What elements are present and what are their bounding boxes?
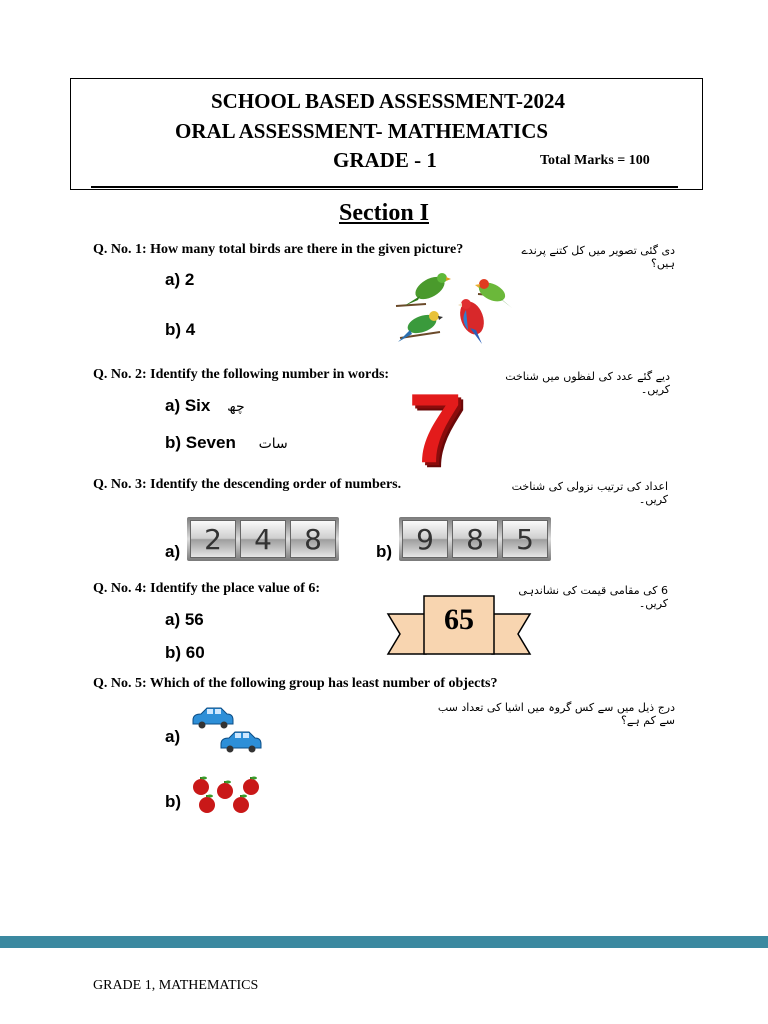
digit-tile: 8 bbox=[290, 520, 336, 558]
q3-option-a-tiles bbox=[187, 517, 339, 561]
footer-text: GRADE 1, MATHEMATICS bbox=[93, 978, 259, 993]
question-1-urdu: دی گئی تصویر میں کل کتنے پرندے ہیں؟ bbox=[521, 244, 675, 270]
apple-icon bbox=[193, 777, 209, 796]
parrots-icon bbox=[392, 266, 516, 348]
question-4-urdu: 6 کی مقامی قیمت کی نشاندہی کریں۔ bbox=[518, 584, 668, 610]
parrot-2 bbox=[475, 279, 512, 308]
car-icon bbox=[221, 732, 261, 753]
car-icon bbox=[193, 708, 233, 729]
footer-bar bbox=[0, 936, 768, 948]
q2-option-b bbox=[165, 433, 288, 453]
q4-option-b: b) 60 bbox=[165, 643, 205, 662]
section-title: Section I bbox=[339, 200, 429, 226]
question-3-urdu: اعداد کی ترتیب نزولی کی شناخت کریں۔ bbox=[511, 480, 668, 506]
q1-option-a: a) 2 bbox=[165, 270, 195, 289]
number-seven-image: 7 bbox=[408, 373, 463, 483]
apple-icon bbox=[199, 795, 215, 814]
question-1: Q. No. 1: How many total birds are there in the given picture? bbox=[93, 242, 464, 257]
banner-number: 65 bbox=[444, 603, 474, 636]
digit-tile: 5 bbox=[502, 520, 548, 558]
digit-tile: 2 bbox=[190, 520, 236, 558]
digit-tile: 9 bbox=[402, 520, 448, 558]
header-subtitle: ORAL ASSESSMENT- MATHEMATICS bbox=[175, 119, 549, 143]
question-2-urdu: دیے گئے عدد کی لفظوں میں شناخت کریں۔ bbox=[505, 370, 670, 396]
q3-option-b-tiles bbox=[399, 517, 551, 561]
question-2: Q. No. 2: Identify the following number in words: bbox=[93, 367, 390, 382]
apples-group bbox=[190, 775, 266, 817]
apple-icon bbox=[243, 777, 259, 796]
q2-option-a-urdu: چھ bbox=[227, 399, 245, 415]
q5-option-b-label: b) bbox=[165, 792, 182, 811]
parrot-1 bbox=[396, 272, 451, 306]
q2-option-b-label: b) Seven bbox=[165, 433, 236, 452]
cars-group bbox=[190, 704, 266, 754]
parrot-4 bbox=[456, 298, 488, 344]
question-5: Q. No. 5: Which of the following group has least number of objects? bbox=[93, 676, 498, 691]
header-grade: GRADE - 1 bbox=[333, 148, 437, 172]
parrot-3 bbox=[398, 311, 443, 342]
digit-tile: 8 bbox=[452, 520, 498, 558]
apple-icon bbox=[233, 795, 249, 814]
question-4: Q. No. 4: Identify the place value of 6: bbox=[93, 581, 321, 596]
q5-option-a-label: a) bbox=[165, 727, 181, 746]
q3-option-b-label: b) bbox=[376, 542, 393, 561]
total-marks: Total Marks = 100 bbox=[540, 153, 650, 168]
q2-option-b-urdu: سات bbox=[258, 436, 288, 452]
q2-option-a bbox=[165, 396, 245, 416]
q2-option-a-label: a) Six bbox=[165, 396, 211, 415]
q3-option-a-label: a) bbox=[165, 542, 181, 561]
q4-option-a: a) 56 bbox=[165, 610, 204, 629]
header-box bbox=[70, 78, 703, 190]
question-5-urdu: درج ذیل میں سے کس گروہ میں اشیا کی تعداد سب سے کم ہے؟ bbox=[437, 701, 675, 727]
apple-icon bbox=[217, 781, 233, 800]
header-title: SCHOOL BASED ASSESSMENT-2024 bbox=[211, 89, 566, 113]
header-rule bbox=[91, 186, 678, 188]
question-3: Q. No. 3: Identify the descending order of numbers. bbox=[93, 477, 402, 492]
digit-tile: 4 bbox=[240, 520, 286, 558]
q1-option-b: b) 4 bbox=[165, 320, 196, 339]
